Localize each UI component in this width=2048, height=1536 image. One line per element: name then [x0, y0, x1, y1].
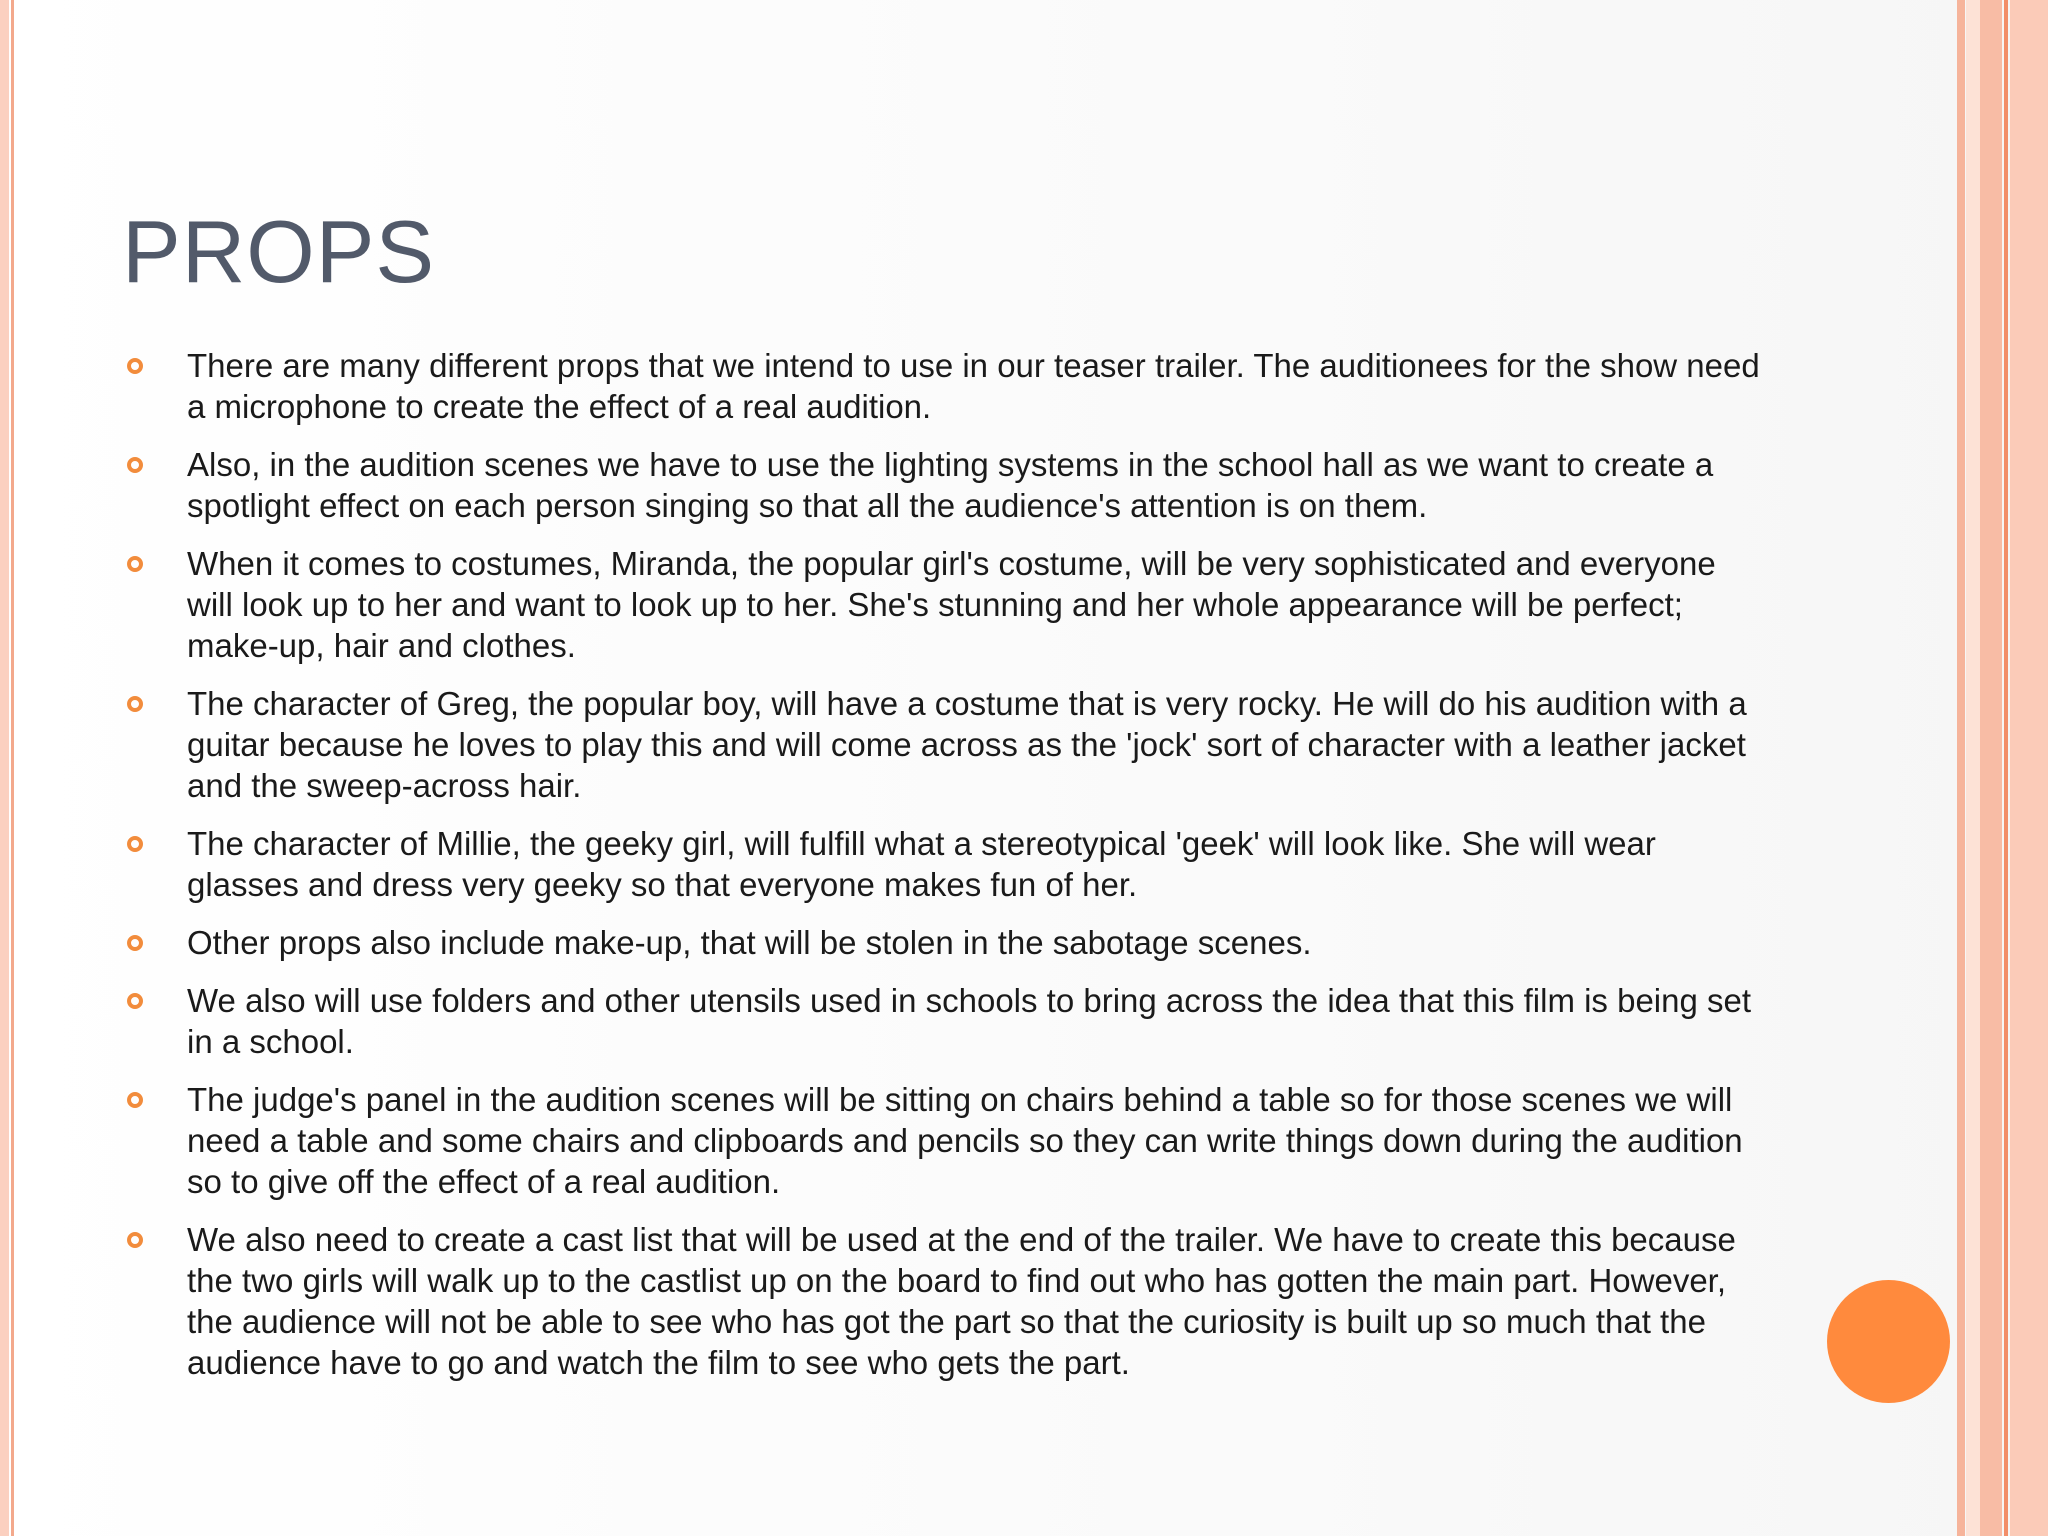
- bullet-text: When it comes to costumes, Miranda, the popular girl's costume, will be very sophisticated and everyone will look up to her and want to look up to her. She's stunning and her whole appearance will be perfect; make-up, hair and clothes.: [187, 545, 1716, 664]
- bullet-item: [122, 444, 1762, 526]
- bullet-text: The character of Millie, the geeky girl, will fulfill what a stereotypical 'geek' will look like. She will wear glasses and dress very geeky so that everyone makes fun of her.: [187, 825, 1656, 903]
- ring-bullet-icon: [127, 358, 143, 374]
- ring-bullet-icon: [127, 836, 143, 852]
- bullet-item: [122, 345, 1762, 427]
- ring-bullet-icon: [127, 1092, 143, 1108]
- left-border-line: [11, 0, 14, 1536]
- ring-bullet-icon: [127, 696, 143, 712]
- ring-bullet-icon: [127, 1232, 143, 1248]
- bullet-item: [122, 823, 1762, 905]
- bullet-item: [122, 683, 1762, 806]
- ring-bullet-icon: [127, 993, 143, 1009]
- decorative-circle: [1827, 1280, 1950, 1403]
- bullet-item: [122, 543, 1762, 666]
- bullet-text: We also need to create a cast list that will be used at the end of the trailer. We have to create this because the two girls will walk up to the castlist up on the board to find out who has gotten the main part. However, the audience will not be able to see who has got the part so that the curiosity is built up so much that the audience have to go and watch the film to see who gets the part.: [187, 1221, 1736, 1381]
- bullet-text: Also, in the audition scenes we have to use the lighting systems in the school hall as we want to create a spotlight effect on each person singing so that all the audience's attention is on them.: [187, 446, 1714, 524]
- bullet-item: [122, 1079, 1762, 1202]
- right-border-stripe: [2010, 0, 2048, 1536]
- bullet-list: [122, 345, 1762, 1400]
- bullet-text: There are many different props that we intend to use in our teaser trailer. The auditionees for the show need a microphone to create the effect of a real audition.: [187, 347, 1760, 425]
- bullet-text: Other props also include make-up, that will be stolen in the sabotage scenes.: [187, 924, 1312, 961]
- bullet-text: The judge's panel in the audition scenes will be sitting on chairs behind a table so for those scenes we will need a table and some chairs and clipboards and pencils so they can write things down during the audition so to give off the effect of a real audition.: [187, 1081, 1743, 1200]
- right-border-line: [2004, 0, 2008, 1536]
- bullet-item: [122, 1219, 1762, 1383]
- ring-bullet-icon: [127, 935, 143, 951]
- bullet-item: [122, 922, 1762, 963]
- bullet-text: The character of Greg, the popular boy, will have a costume that is very rocky. He will do his audition with a guitar because he loves to play this and will come across as the 'jock' sort of character with a leather jacket and the sweep-across hair.: [187, 685, 1747, 804]
- left-border-stripe: [0, 0, 9, 1536]
- right-border-stripe: [1957, 0, 1965, 1536]
- ring-bullet-icon: [127, 556, 143, 572]
- slide-title: PROPS: [122, 202, 436, 301]
- ring-bullet-icon: [127, 457, 143, 473]
- bullet-item: [122, 980, 1762, 1062]
- right-border-stripe: [1966, 0, 1980, 1536]
- right-border-stripe: [1980, 0, 2002, 1536]
- bullet-text: We also will use folders and other utensils used in schools to bring across the idea that this film is being set in a school.: [187, 982, 1752, 1060]
